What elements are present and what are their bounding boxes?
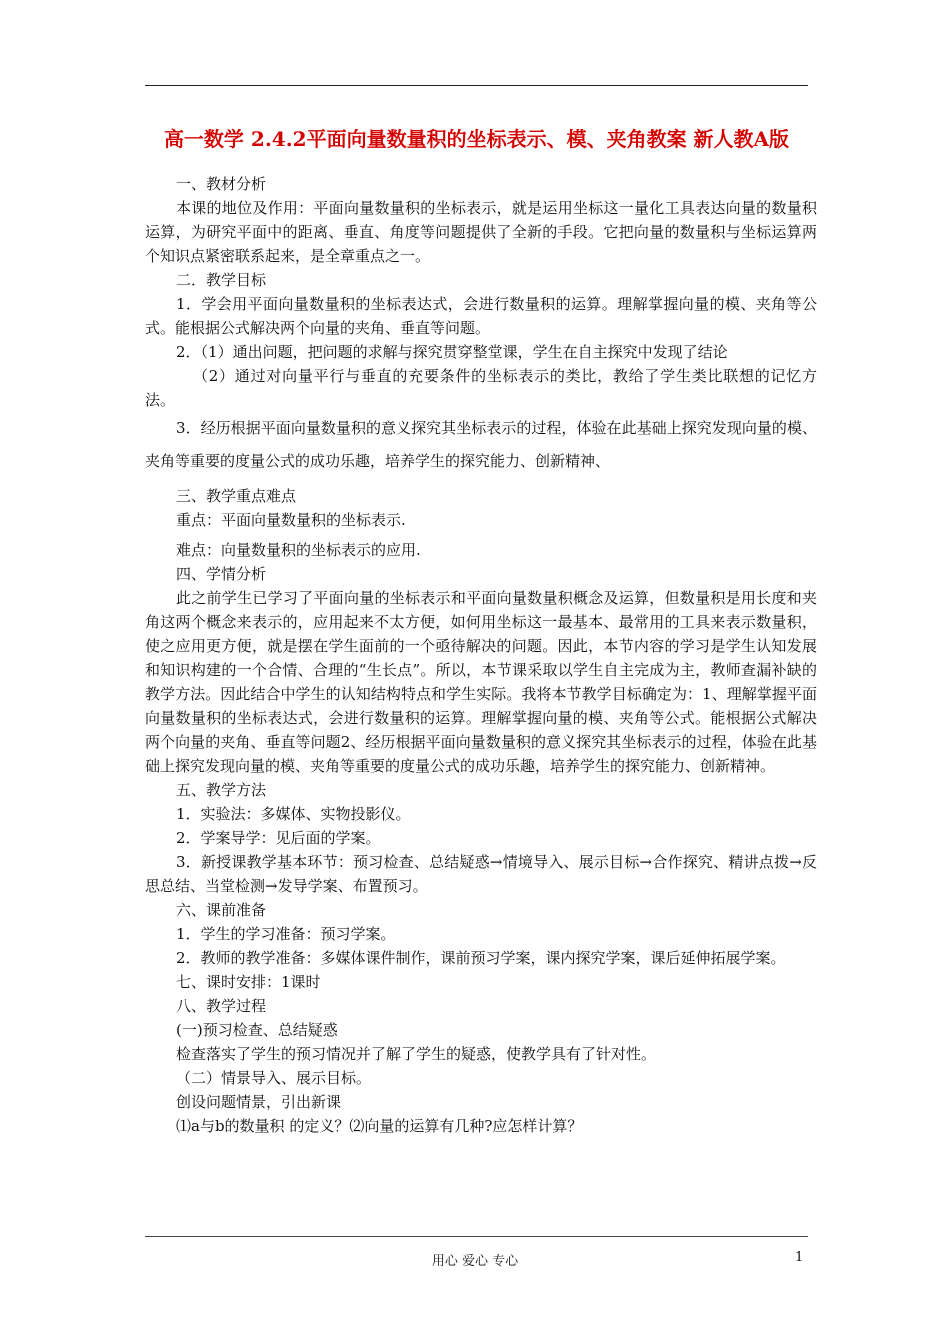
paragraph: 1．实验法：多媒体、实物投影仪。	[176, 805, 411, 823]
paragraph: （2）通过对向量平行与垂直的充要条件的坐标表示的类比，教给了学生类比联想的记忆方法。	[145, 367, 817, 409]
section-heading-5: 五、教学方法	[176, 781, 267, 799]
subsection-heading: (一)预习检查、总结疑惑	[176, 1021, 338, 1039]
paragraph: 2．学案导学：见后面的学案。	[176, 829, 381, 847]
section-heading-2: 二．教学目标	[176, 271, 267, 289]
paragraph: 检查落实了学生的预习情况并了解了学生的疑惑，使教学具有了针对性。	[176, 1045, 657, 1063]
paragraph: 此之前学生已学习了平面向量的坐标表示和平面向量数量积概念及运算，但数量积是用长度和夹角这两个概念来表示的，应用起来不太方便，如何用坐标这一最基本、最常用的工具来表示数量积，使之应用更方便，就是摆在学生面前的一个亟待解决的问题。因此，本节内容的学习是学生认知发展和知识构建的一个合情、合理的“生长点”。所以，本节课采取以学生自主完成为主，教师查漏补缺的教学方法。因此结合中学生的认知结构特点和学生实际。我将本节教学目标确定为：1、理解掌握平面向量数量积的坐标表达式，会进行数量积的运算。理解掌握向量的模、夹角等公式。能根据公式解决两个向量的夹角、垂直等问题2、经历根据平面向量数量积的意义探究其坐标表示的过程，体验在此基础上探究发现向量的模、夹角等重要的度量公式的成功乐趣，培养学生的探究能力、创新精神。	[145, 589, 817, 775]
paragraph: 重点：平面向量数量积的坐标表示.	[176, 511, 406, 529]
page-number: 1	[795, 1250, 804, 1265]
section-heading-3: 三、教学重点难点	[176, 487, 297, 505]
paragraph: 2．（1）通出问题，把问题的求解与探究贯穿整堂课，学生在自主探究中发现了结论	[176, 343, 728, 361]
paragraph: 1．学生的学习准备：预习学案。	[176, 925, 396, 943]
subsection-heading: （二）情景导入、展示目标。	[176, 1069, 372, 1087]
footer-rule	[145, 1236, 808, 1237]
paragraph: 1．学会用平面向量数量积的坐标表达式，会进行数量积的运算。理解掌握向量的模、夹角等公式。能根据公式解决两个向量的夹角、垂直等问题。	[145, 295, 817, 337]
paragraph: 2．教师的教学准备：多媒体课件制作，课前预习学案，课内探究学案，课后延伸拓展学案。	[176, 949, 786, 967]
section-heading-8: 八、教学过程	[176, 997, 267, 1015]
paragraph: 难点：向量数量积的坐标表示的应用.	[176, 541, 421, 559]
paragraph: 3．经历根据平面向量数量积的意义探究其坐标表示的过程，体验在此基础上探究发现向量的模、夹角等重要的度量公式的成功乐趣，培养学生的探究能力、创新精神、	[145, 419, 817, 470]
paragraph: ⑴a与b的数量积 的定义？⑵向量的运算有几种?应怎样计算？	[176, 1117, 583, 1135]
document-body	[145, 172, 817, 1138]
document-title: 高一数学 2.4.2平面向量数量积的坐标表示、模、夹角教案 新人教A版	[163, 127, 790, 151]
section-heading-4: 四、学情分析	[176, 565, 267, 583]
paragraph: 创设问题情景，引出新课	[176, 1093, 342, 1111]
footer-slogan: 用心 爱心 专心	[431, 1254, 519, 1269]
section-heading-1: 一、教材分析	[176, 175, 267, 193]
paragraph: 3．新授课教学基本环节：预习检查、总结疑惑→情境导入、展示目标→合作探究、精讲点拨→反思总结、当堂检测→发导学案、布置预习。	[145, 853, 817, 895]
header-rule	[145, 85, 808, 86]
section-heading-7: 七、课时安排：1课时	[176, 973, 321, 991]
section-heading-6: 六、课前准备	[176, 901, 267, 919]
paragraph: 本课的地位及作用：平面向量数量积的坐标表示，就是运用坐标这一量化工具表达向量的数量积运算，为研究平面中的距离、垂直、角度等问题提供了全新的手段。它把向量的数量积与坐标运算两个知识点紧密联系起来，是全章重点之一。	[145, 199, 817, 265]
